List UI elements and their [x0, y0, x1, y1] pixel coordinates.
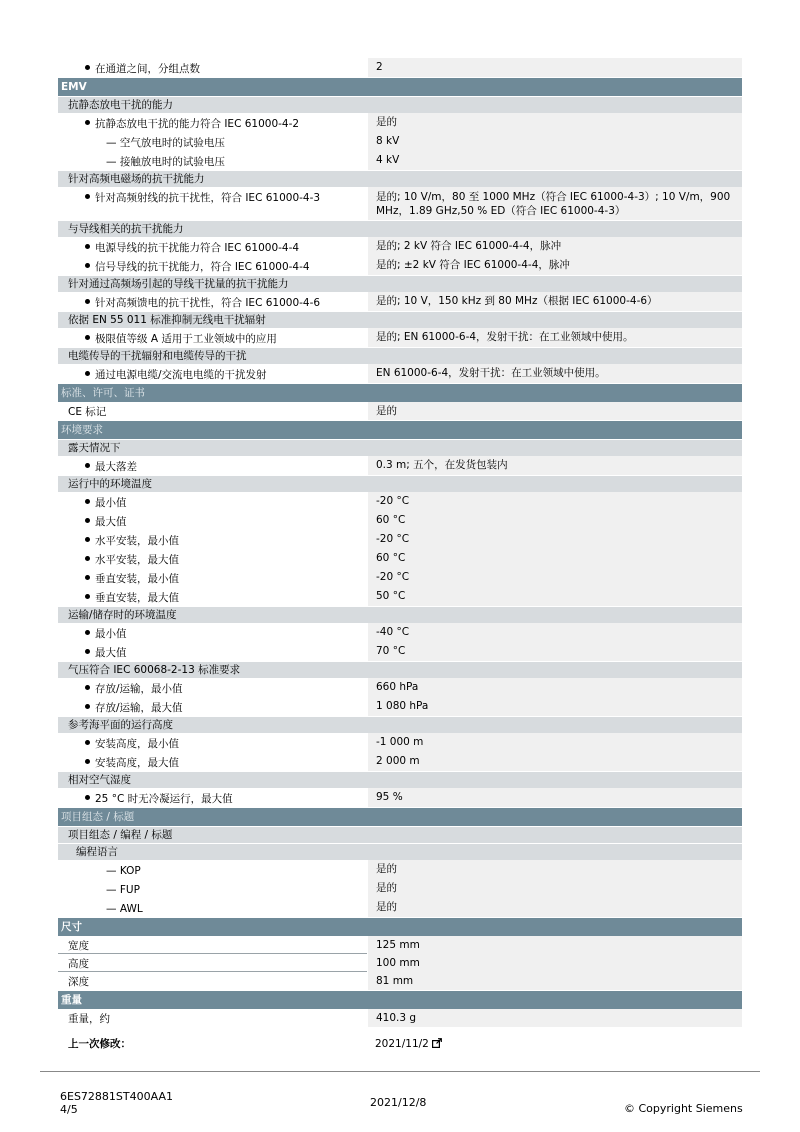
bullet-icon: [85, 575, 90, 580]
spec-row-signal-lines: [58, 256, 742, 275]
section-title: 项目组态 / 标题: [61, 811, 135, 823]
subsection-humidity: [58, 771, 742, 788]
footer-page-number: 4/5: [60, 1103, 78, 1116]
subsection-project-programming: [58, 826, 742, 843]
spec-label: — 接触放电时的试验电压: [106, 156, 225, 168]
subsection-title: 针对高频电磁场的抗干扰能力: [68, 173, 205, 185]
section-project: [58, 807, 742, 826]
bullet-icon: [85, 371, 90, 376]
bullet-icon: [85, 630, 90, 635]
spec-row-drop: [58, 456, 742, 475]
spec-label: 最大落差: [95, 461, 137, 473]
subsection-en55011: [58, 311, 742, 328]
subsection-title: 针对通过高频场引起的导线干扰量的抗干扰能力: [68, 278, 289, 290]
subsection-title: 参考海平面的运行高度: [68, 719, 173, 731]
spec-row-pressure: [58, 697, 742, 716]
spec-value: 125 mm: [367, 936, 742, 954]
subsection-title: 与导线相关的抗干扰能力: [68, 223, 184, 235]
section-title: EMV: [61, 81, 87, 93]
spec-value: -1 000 m: [367, 733, 742, 752]
spec-row-altitude: [58, 752, 742, 771]
footer-part-number: 6ES72881ST400AA1: [60, 1090, 173, 1103]
spec-value: 是的: [367, 402, 742, 420]
bullet-icon: [85, 263, 90, 268]
spec-label: 安装高度，最大值: [95, 757, 179, 769]
spec-label: 最大值: [95, 647, 127, 659]
spec-row-language: [58, 860, 742, 879]
spec-value: 2 000 m: [367, 752, 742, 771]
spec-label: — AWL: [106, 903, 143, 915]
spec-value: 81 mm: [367, 972, 742, 990]
subsection-title: 项目组态 / 编程 / 标题: [68, 829, 173, 841]
subsection-title: 露天情况下: [68, 442, 121, 454]
section-environment: [58, 420, 742, 439]
spec-row-op-temp: [58, 492, 742, 511]
spec-label: — 空气放电时的试验电压: [106, 137, 225, 149]
spec-value: 是的: [367, 860, 742, 879]
footer-divider: [40, 1071, 760, 1072]
spec-value: 60 °C: [367, 511, 742, 530]
bullet-icon: [85, 518, 90, 523]
spec-value: 是的; 10 V，150 kHz 到 80 MHz（根据 IEC 61000-4-6）: [367, 292, 742, 311]
subsection-hf-conducted: [58, 275, 742, 292]
bullet-icon: [85, 463, 90, 468]
spec-row-weight: [58, 1009, 742, 1027]
spec-value: 是的: [367, 113, 742, 132]
spec-value: 1 080 hPa: [367, 697, 742, 716]
spec-label: 深度: [68, 976, 89, 988]
bullet-icon: [85, 194, 90, 199]
bullet-icon: [85, 120, 90, 125]
spec-value: 是的; EN 61000-6-4，发射干扰：在工业领域中使用。: [367, 328, 742, 347]
spec-label: 最大值: [95, 516, 127, 528]
spec-label: 极限值等级 A 适用于工业领域中的应用: [95, 333, 277, 345]
subsection-title: 气压符合 IEC 60068-2-13 标准要求: [68, 664, 241, 676]
spec-label: 信号导线的抗干扰能力，符合 IEC 61000-4-4: [95, 261, 310, 273]
spec-value: 2: [367, 58, 742, 77]
spec-row-emission: [58, 364, 742, 383]
bullet-icon: [85, 704, 90, 709]
section-emv: [58, 77, 742, 96]
spec-row-ce: [58, 402, 742, 420]
spec-label: — KOP: [106, 865, 141, 877]
spec-label: 针对高频馈电的抗干扰性，符合 IEC 61000-4-6: [95, 297, 321, 309]
bullet-icon: [85, 795, 90, 800]
spec-label: 安装高度，最小值: [95, 738, 179, 750]
spec-value: -20 °C: [367, 492, 742, 511]
subsection-altitude: [58, 716, 742, 733]
bullet-icon: [85, 65, 90, 70]
bullet-icon: [85, 299, 90, 304]
subsection-op-temp: [58, 475, 742, 492]
spec-row-hf-conducted: [58, 292, 742, 311]
spec-value: 是的: [367, 898, 742, 917]
spec-value: 100 mm: [367, 954, 742, 972]
spec-value: EN 61000-6-4，发射干扰：在工业领域中使用。: [367, 364, 742, 383]
spec-row-op-temp: [58, 549, 742, 568]
subsection-title: 编程语言: [76, 846, 118, 858]
spec-row-group-points: [58, 58, 742, 77]
spec-value: 50 °C: [367, 587, 742, 606]
spec-label: 通过电源电缆/交流电电缆的干扰发射: [95, 369, 267, 381]
spec-row-op-temp: [58, 511, 742, 530]
bullet-icon: [85, 537, 90, 542]
subsection-programming-language: [58, 843, 742, 860]
spec-value: 0.3 m; 五个，在发货包装内: [367, 456, 742, 475]
spec-label: CE 标记: [68, 406, 107, 418]
spec-label: 高度: [58, 954, 367, 972]
spec-value: 660 hPa: [367, 678, 742, 697]
spec-label: 水平安装，最小值: [95, 535, 179, 547]
bullet-icon: [85, 335, 90, 340]
spec-label: 在通道之间，分组点数: [95, 63, 200, 75]
spec-label: 重量，约: [68, 1013, 110, 1025]
spec-label: 水平安装，最大值: [95, 554, 179, 566]
footer-copyright: © Copyright Siemens: [624, 1102, 743, 1115]
last-modified-label: 上一次修改：: [68, 1038, 131, 1050]
spec-value: 60 °C: [367, 549, 742, 568]
spec-value: 8 kV: [367, 132, 742, 151]
last-modified-date: 2021/11/2: [375, 1038, 429, 1050]
bullet-icon: [85, 594, 90, 599]
spec-value: 是的; 10 V/m，80 至 1000 MHz（符合 IEC 61000-4-3）; 10 V/m，900 MHz，1.89 GHz,50 % ED（符合 IEC 61000-4-3）: [367, 187, 742, 220]
spec-label: 存放/运输，最大值: [95, 702, 183, 714]
spec-row-rf-field: [58, 187, 742, 220]
subsection-title: 运输/储存时的环境温度: [68, 609, 177, 621]
spec-row-width: [58, 936, 742, 954]
bullet-icon: [85, 759, 90, 764]
bullet-icon: [85, 556, 90, 561]
spec-value: 95 %: [367, 788, 742, 807]
spec-label: 存放/运输，最小值: [95, 683, 183, 695]
subsection-outdoor: [58, 439, 742, 456]
subsection-storage-temp: [58, 606, 742, 623]
spec-row-op-temp: [58, 530, 742, 549]
spec-value: 70 °C: [367, 642, 742, 661]
spec-row-power-lines: [58, 237, 742, 256]
subsection-pressure: [58, 661, 742, 678]
subsection-title: 依据 EN 55 011 标准抑制无线电干扰辐射: [68, 314, 266, 326]
spec-value: 4 kV: [367, 151, 742, 170]
last-modified-row: [58, 1035, 742, 1053]
subsection-esd: [58, 96, 742, 113]
subsection-conducted: [58, 220, 742, 237]
section-title: 标准、许可、证书: [61, 387, 145, 399]
footer-date: 2021/12/8: [370, 1096, 427, 1109]
spec-value: 是的: [367, 879, 742, 898]
section-weight: [58, 990, 742, 1009]
spec-value: -40 °C: [367, 623, 742, 642]
bullet-icon: [85, 244, 90, 249]
spec-label: 电源导线的抗干扰能力符合 IEC 61000-4-4: [95, 242, 300, 254]
subsection-title: 运行中的环境温度: [68, 478, 152, 490]
spec-label: 宽度: [58, 936, 367, 954]
spec-row-language: [58, 898, 742, 917]
spec-label: 针对高频射线的抗干扰性，符合 IEC 61000-4-3: [95, 192, 321, 204]
spec-row-storage-temp: [58, 623, 742, 642]
subsection-title: 电缆传导的干扰辐射和电缆传导的干扰: [68, 350, 247, 362]
spec-value: 410.3 g: [367, 1009, 742, 1027]
spec-value: -20 °C: [367, 530, 742, 549]
spec-row-humidity: [58, 788, 742, 807]
bullet-icon: [85, 649, 90, 654]
spec-label: — FUP: [106, 884, 140, 896]
spec-row-esd: [58, 113, 742, 132]
spec-row-altitude: [58, 733, 742, 752]
footer-left: [60, 1090, 173, 1116]
spec-label: 25 °C 时无冷凝运行，最大值: [95, 793, 233, 805]
spec-label: 垂直安装，最大值: [95, 592, 179, 604]
bullet-icon: [85, 685, 90, 690]
spec-value: 是的; 2 kV 符合 IEC 61000-4-4，脉冲: [367, 237, 742, 256]
spec-row-esd-contact: [58, 151, 742, 170]
spec-value: 是的; ±2 kV 符合 IEC 61000-4-4，脉冲: [367, 256, 742, 275]
spec-label: 最小值: [95, 497, 127, 509]
section-dimensions: [58, 917, 742, 936]
section-title: 重量: [61, 994, 82, 1006]
spec-row-storage-temp: [58, 642, 742, 661]
section-title: 环境要求: [61, 424, 103, 436]
spec-label: 抗静态放电干扰的能力符合 IEC 61000-4-2: [95, 118, 300, 130]
spec-row-limit-class: [58, 328, 742, 347]
spec-label: 垂直安装，最小值: [95, 573, 179, 585]
spec-row-depth: [58, 972, 742, 990]
section-standards: [58, 383, 742, 402]
bullet-icon: [85, 499, 90, 504]
subsection-rf-field: [58, 170, 742, 187]
bullet-icon: [85, 740, 90, 745]
spec-row-op-temp: [58, 568, 742, 587]
spec-row-esd-air: [58, 132, 742, 151]
section-title: 尺寸: [61, 921, 82, 933]
spec-row-height: [58, 954, 742, 972]
spec-value: -20 °C: [367, 568, 742, 587]
spec-label: 最小值: [95, 628, 127, 640]
spec-row-language: [58, 879, 742, 898]
subsection-emission: [58, 347, 742, 364]
subsection-title: 相对空气湿度: [68, 774, 131, 786]
subsection-title: 抗静态放电干扰的能力: [68, 99, 173, 111]
spec-row-op-temp: [58, 587, 742, 606]
spec-row-pressure: [58, 678, 742, 697]
external-link-icon[interactable]: [432, 1038, 442, 1048]
datasheet: [58, 58, 742, 1053]
